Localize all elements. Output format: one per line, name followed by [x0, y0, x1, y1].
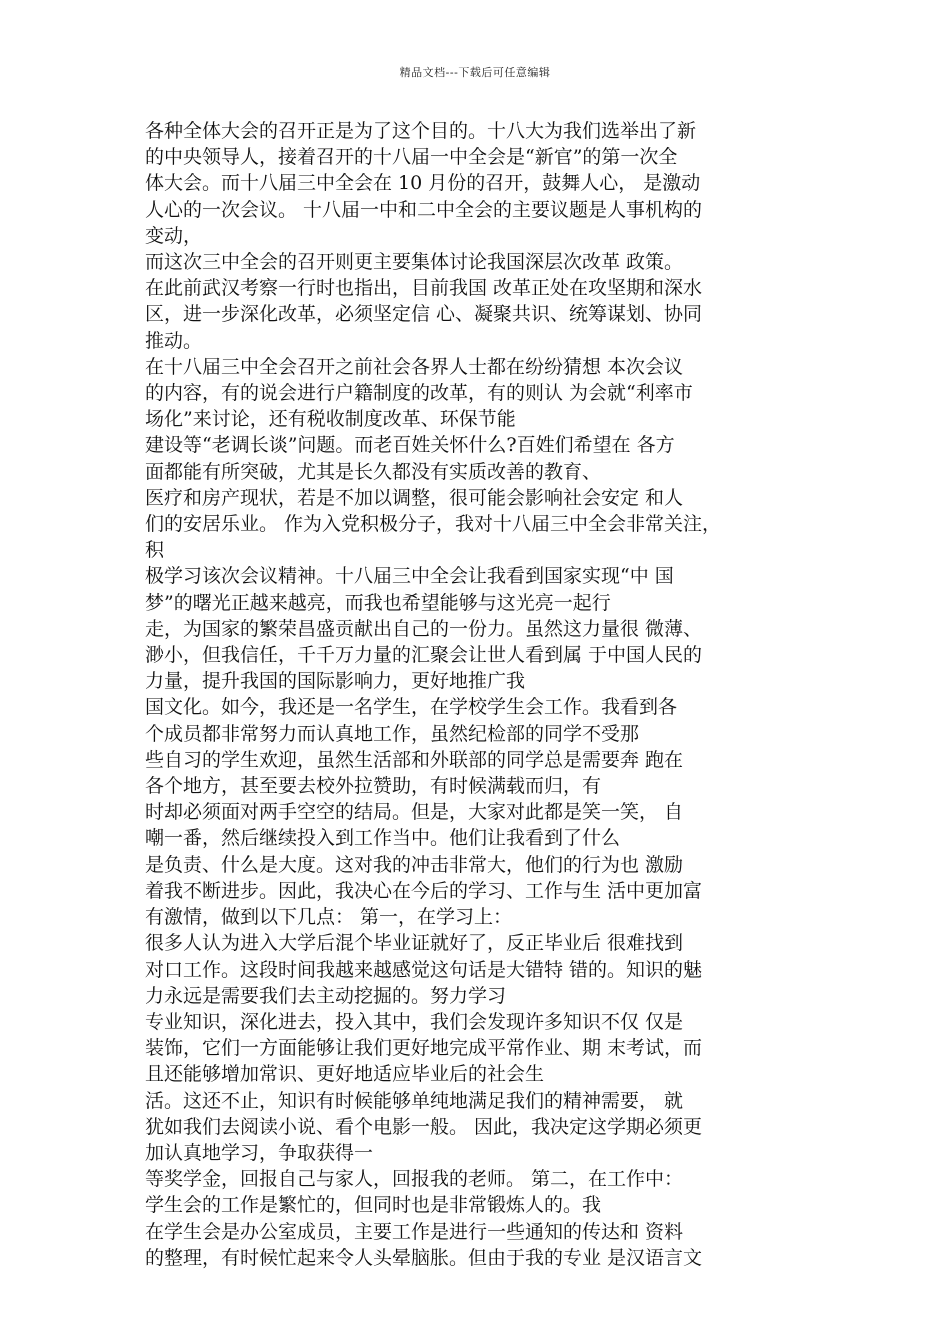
text-line: 专业知识，深化进去，投入其中，我们会发现许多知识不仅 仅是 — [145, 1010, 684, 1033]
text-line: 对口工作。这段时间我越来越感觉这句话是大错特 错的。知识的魅 — [145, 958, 703, 981]
text-line: 在学生会是办公室成员，主要工作是进行一些通知的传达和 资料 — [145, 1220, 684, 1243]
text-line: 各种全体大会的召开正是为了这个目的。十八大为我们选举出了新 — [145, 120, 697, 142]
text-line: 场化”来讨论，还有税收制度改革、环保节能 — [145, 408, 516, 431]
text-line: 的整理，有时候忙起来令人头晕脑胀。但由于我的专业 是汉语言文 — [145, 1246, 703, 1269]
text-line: 的中央领导人，接着召开的十八届一中全会是“新官”的第一次全 — [145, 146, 678, 169]
text-line: 很多人认为进入大学后混个毕业证就好了，反正毕业后 很难找到 — [145, 932, 684, 955]
text-line: 梦”的曙光正越来越亮，而我也希望能够与这光亮一起行 — [145, 591, 611, 614]
text-line: 时却必须面对两手空空的结局。但是，大家对此都是笑一笑， 自 — [145, 801, 684, 824]
text-line: 些自习的学生欢迎，虽然生活部和外联部的同学总是需要奔 跑在 — [145, 748, 684, 771]
text-line: 力永远是需要我们去主动挖掘的。努力学习 — [145, 984, 507, 1007]
text-line: 建设等“老调长谈”问题。而老百姓关怀什么?百姓们希望在 各方 — [145, 434, 675, 457]
text-line: 的内容，有的说会进行户籍制度的改革，有的则认 为会就“利率市 — [145, 382, 693, 405]
text-line: 推动。 — [145, 329, 203, 352]
text-line: 区，进一步深化改革，必须坚定信 心、凝聚共识、统筹谋划、协同 — [145, 303, 703, 326]
text-line: 医疗和房产现状，若是不加以调整，很可能会影响社会安定 和人 — [145, 486, 684, 509]
text-line: 是负责、什么是大度。这对我的冲击非常大，他们的行为也 激励 — [145, 853, 684, 876]
text-line: 力量，提升我国的国际影响力，更好地推广我 — [145, 670, 526, 693]
text-line: 而这次三中全会的召开则更主要集体讨论我国深层次改革 政策。 — [145, 251, 684, 274]
text-line: 犹如我们去阅读小说、看个电影一般。 因此，我决定这学期必须更 — [145, 1115, 703, 1138]
text-line: 且还能够增加常识、更好地适应毕业后的社会生 — [145, 1063, 545, 1086]
text-line: 活。这还不止，知识有时候能够单纯地满足我们的精神需要， 就 — [145, 1089, 684, 1112]
text-line: 在十八届三中全会召开之前社会各界人士都在纷纷猜想 本次会议 — [145, 355, 684, 378]
text-line: 体大会。而十八届三中全会在 10 月份的召开，鼓舞人心， 是激动 — [145, 172, 701, 195]
text-line: 着我不断进步。因此，我决心在今后的学习、工作与生 活中更加富 — [145, 879, 703, 902]
body-text — [145, 118, 815, 1271]
text-line: 个成员都非常努力而认真地工作，虽然纪检部的同学不受那 — [145, 722, 640, 745]
text-line: 各个地方，甚至要去校外拉赞助，有时候满载而归，有 — [145, 775, 602, 798]
text-line: 在此前武汉考察一行时也指出，目前我国 改革正处在攻坚期和深水 — [145, 277, 703, 300]
text-line: 等奖学金，回报自己与家人，回报我的老师。 第二，在工作中： — [145, 1168, 684, 1191]
text-line: 面都能有所突破，尤其是长久都没有实质改善的教育、 — [145, 460, 602, 483]
text-line: 走，为国家的繁荣昌盛贡献出自己的一份力。虽然这力量很 微薄、 — [145, 617, 703, 640]
text-line: 人心的一次会议。 十八届一中和二中全会的主要议题是人事机构的 — [145, 198, 703, 221]
text-line: 装饰，它们一方面能够让我们更好地完成平常作业、期 末考试，而 — [145, 1037, 703, 1060]
text-line: 加认真地学习，争取获得一 — [145, 1141, 374, 1164]
text-line: 国文化。如今，我还是一名学生，在学校学生会工作。我看到各 — [145, 696, 678, 719]
text-line: 学生会的工作是繁忙的，但同时也是非常锻炼人的。我 — [145, 1194, 602, 1217]
text-line: 有激情，做到以下几点： 第一，在学习上： — [145, 906, 513, 929]
text-line: 极学习该次会议精神。十八届三中全会让我看到国家实现“中 国 — [145, 565, 674, 588]
page-header: 精品文档---下载后可任意编辑 — [399, 66, 551, 79]
text-line: 们的安居乐业。 作为入党积极分子，我对十八届三中全会非常关注， — [145, 513, 722, 536]
text-line: 变动， — [145, 224, 203, 247]
text-line: 嘲一番，然后继续投入到工作当中。他们让我看到了什么 — [145, 827, 621, 850]
text-line: 渺小，但我信任，千千万力量的汇聚会让世人看到属 于中国人民的 — [145, 644, 703, 667]
text-line: 积 — [145, 539, 165, 562]
